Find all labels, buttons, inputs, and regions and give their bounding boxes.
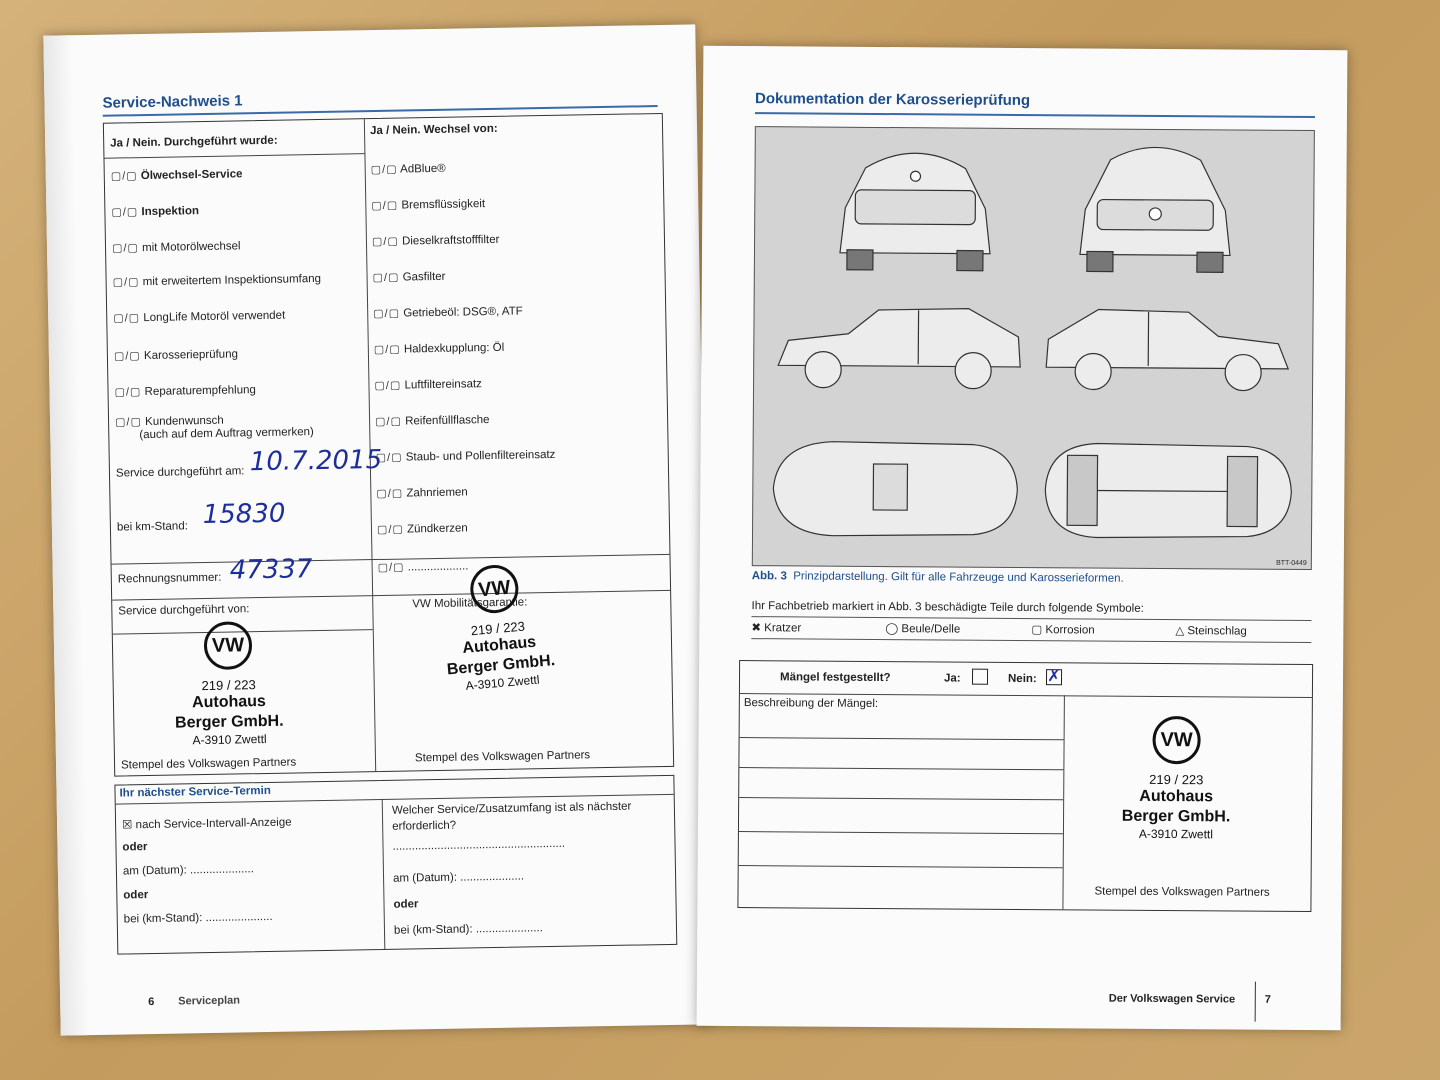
yes-label: Ja:: [943, 672, 961, 685]
list-item[interactable]: bei (km-Stand): .....................: [123, 910, 273, 926]
column-divider: [1062, 695, 1064, 909]
page-title: Service-Nachweis 1: [102, 92, 243, 112]
description-label: Beschreibung der Mängel:: [743, 697, 879, 710]
list-item: oder: [393, 898, 419, 911]
list-item[interactable]: ▢/▢ mit Motorölwechsel: [111, 240, 241, 255]
page-number: 7: [1264, 993, 1271, 1006]
yes-checkbox[interactable]: [972, 669, 988, 685]
dealer-stamp: VW 219 / 223 Autohaus Berger GmbH. A-3910 Zwettl: [163, 621, 295, 748]
list-item[interactable]: bei (km-Stand): .....................: [393, 922, 543, 937]
car-rear-view: [825, 138, 1006, 279]
divider: [751, 638, 1311, 643]
performed-by-label: Service durchgeführt von:: [118, 603, 250, 618]
list-item[interactable]: ▢/▢ Dieselkraftstofffilter: [371, 233, 500, 249]
invoice-label: Rechnungsnummer:: [117, 571, 222, 586]
list-item-note: (auch auf dem Auftrag vermerken): [139, 426, 314, 442]
list-item[interactable]: ▢/▢ Gasfilter: [372, 270, 446, 285]
row-line: [739, 831, 1063, 834]
no-label: Nein:: [1007, 672, 1037, 686]
no-checkbox[interactable]: ✗: [1047, 668, 1061, 686]
next-service-table: [114, 775, 677, 955]
symbol-corrosion: ▢ Korrosion: [1031, 624, 1095, 637]
page-title: Dokumentation der Karosserieprüfung: [755, 90, 1031, 110]
vw-logo-icon: VW: [204, 621, 253, 670]
dealer-stamp: VW 219 / 223 Autohaus Berger GmbH. A-3910 Zwettl: [1111, 716, 1242, 842]
list-item[interactable]: ▢/▢ Reparaturempfehlung: [114, 384, 256, 399]
list-item[interactable]: ▢/▢ Staub- und Pollenfiltereinsatz: [375, 448, 556, 465]
list-item[interactable]: ▢/▢ Reifenfüllflasche: [375, 414, 490, 429]
stamp-label: Stempel des Volkswagen Partners: [120, 756, 297, 772]
col1-header: Ja / Nein. Durchgeführt wurde:: [110, 134, 278, 150]
list-item[interactable]: ......................................................: [392, 837, 566, 853]
list-item[interactable]: ▢/▢ Kundenwunsch: [114, 414, 224, 429]
row-line: [740, 737, 1064, 740]
row-line: [739, 767, 1063, 770]
row-line: [104, 153, 364, 159]
row-line: [112, 590, 670, 601]
list-item: oder: [123, 889, 149, 902]
invoice-value: 47337: [229, 554, 313, 586]
dealer-stamp: VW 219 / 223 Autohaus Berger GmbH. A-3910 Zwettl: [418, 559, 578, 697]
symbol-dent: ◯ Beule/Delle: [885, 623, 961, 636]
list-item[interactable]: ▢/▢ Bremsflüssigkeit: [371, 198, 486, 213]
car-underside-view: [1037, 435, 1298, 547]
list-item[interactable]: ▢/▢ Zahnriemen: [376, 486, 468, 501]
list-item[interactable]: ▢/▢ mit erweitertem Inspektionsumfang: [112, 272, 322, 289]
next-service-title: Ihr nächster Service-Termin: [119, 784, 271, 800]
symbol-stone-chip: △ Steinschlag: [1175, 625, 1247, 638]
list-item[interactable]: ▢/▢ ...................: [377, 560, 469, 575]
list-item[interactable]: am (Datum): ....................: [122, 863, 255, 878]
stamp-label: Stempel des Volkswagen Partners: [414, 749, 591, 765]
list-item[interactable]: ▢/▢ Zündkerzen: [376, 522, 468, 537]
list-item[interactable]: ▢/▢ Luftfiltereinsatz: [374, 378, 482, 393]
symbol-scratch: ✖ Kratzer: [751, 622, 802, 635]
vw-logo-icon: VW: [1152, 716, 1200, 764]
mark-instruction: Ihr Fachbetrieb markiert in Abb. 3 beschädigte Teile durch folgende Symbole:: [751, 600, 1144, 615]
right-page: [697, 46, 1348, 1030]
list-item[interactable]: ▢/▢ Haldexkupplung: Öl: [373, 341, 505, 357]
page-number: 6: [148, 995, 155, 1009]
stamp-label: Stempel des Volkswagen Partners: [1094, 885, 1270, 899]
service-date-label: Service durchgeführt am:: [115, 465, 245, 480]
section-name: Serviceplan: [178, 994, 241, 1008]
car-diagram: [752, 126, 1315, 570]
section-name: Der Volkswagen Service: [1108, 992, 1236, 1006]
defects-question: Mängel festgestellt?: [779, 671, 891, 685]
title-rule: [755, 112, 1315, 118]
figure-caption: Abb. 3 Prinzipdarstellung. Gilt für alle Fahrzeuge und Karosserieformen.: [751, 570, 1124, 585]
list-item[interactable]: ▢/▢ LongLife Motoröl verwendet: [113, 309, 286, 325]
list-item[interactable]: ▢/▢ Karosserieprüfung: [113, 348, 239, 363]
service-date-value: 10.7.2015: [249, 444, 383, 478]
left-page: [43, 24, 712, 1035]
car-front-view: [1065, 139, 1246, 280]
list-item: Welcher Service/Zusatzumfang ist als nächster: [391, 800, 632, 817]
km-label: bei km-Stand:: [116, 520, 188, 534]
car-side-view-left: [768, 295, 1029, 397]
km-value: 15830: [202, 498, 286, 531]
footer-divider: [1255, 982, 1256, 1022]
list-item: oder: [122, 841, 148, 854]
divider: [751, 616, 1311, 621]
row-line: [739, 797, 1063, 800]
list-item[interactable]: ▢/▢ Inspektion: [111, 205, 200, 219]
service-table: [103, 113, 674, 777]
row-line: [739, 865, 1063, 868]
car-side-view-right: [1038, 297, 1299, 399]
defects-table: [737, 660, 1313, 912]
figure-id: BTT-0449: [1276, 559, 1307, 567]
vw-logo-icon: VW: [468, 563, 520, 615]
list-item: erforderlich?: [392, 819, 457, 833]
list-item[interactable]: ▢/▢ AdBlue®: [370, 162, 446, 177]
column-divider: [382, 799, 386, 949]
col2-header: Ja / Nein. Wechsel von:: [369, 122, 498, 138]
mobility-label: VW Mobilitätsgarantie:: [412, 596, 528, 611]
list-item[interactable]: ▢/▢ Ölwechsel-Service: [110, 168, 243, 183]
list-item[interactable]: am (Datum): ....................: [392, 870, 525, 885]
list-item[interactable]: ▢/▢ Getriebeöl: DSG®, ATF: [373, 305, 523, 321]
list-item[interactable]: ☒ nach Service-Intervall-Anzeige: [122, 816, 292, 832]
car-top-view: [763, 433, 1024, 545]
checkbox-icon: ☒: [122, 819, 133, 832]
